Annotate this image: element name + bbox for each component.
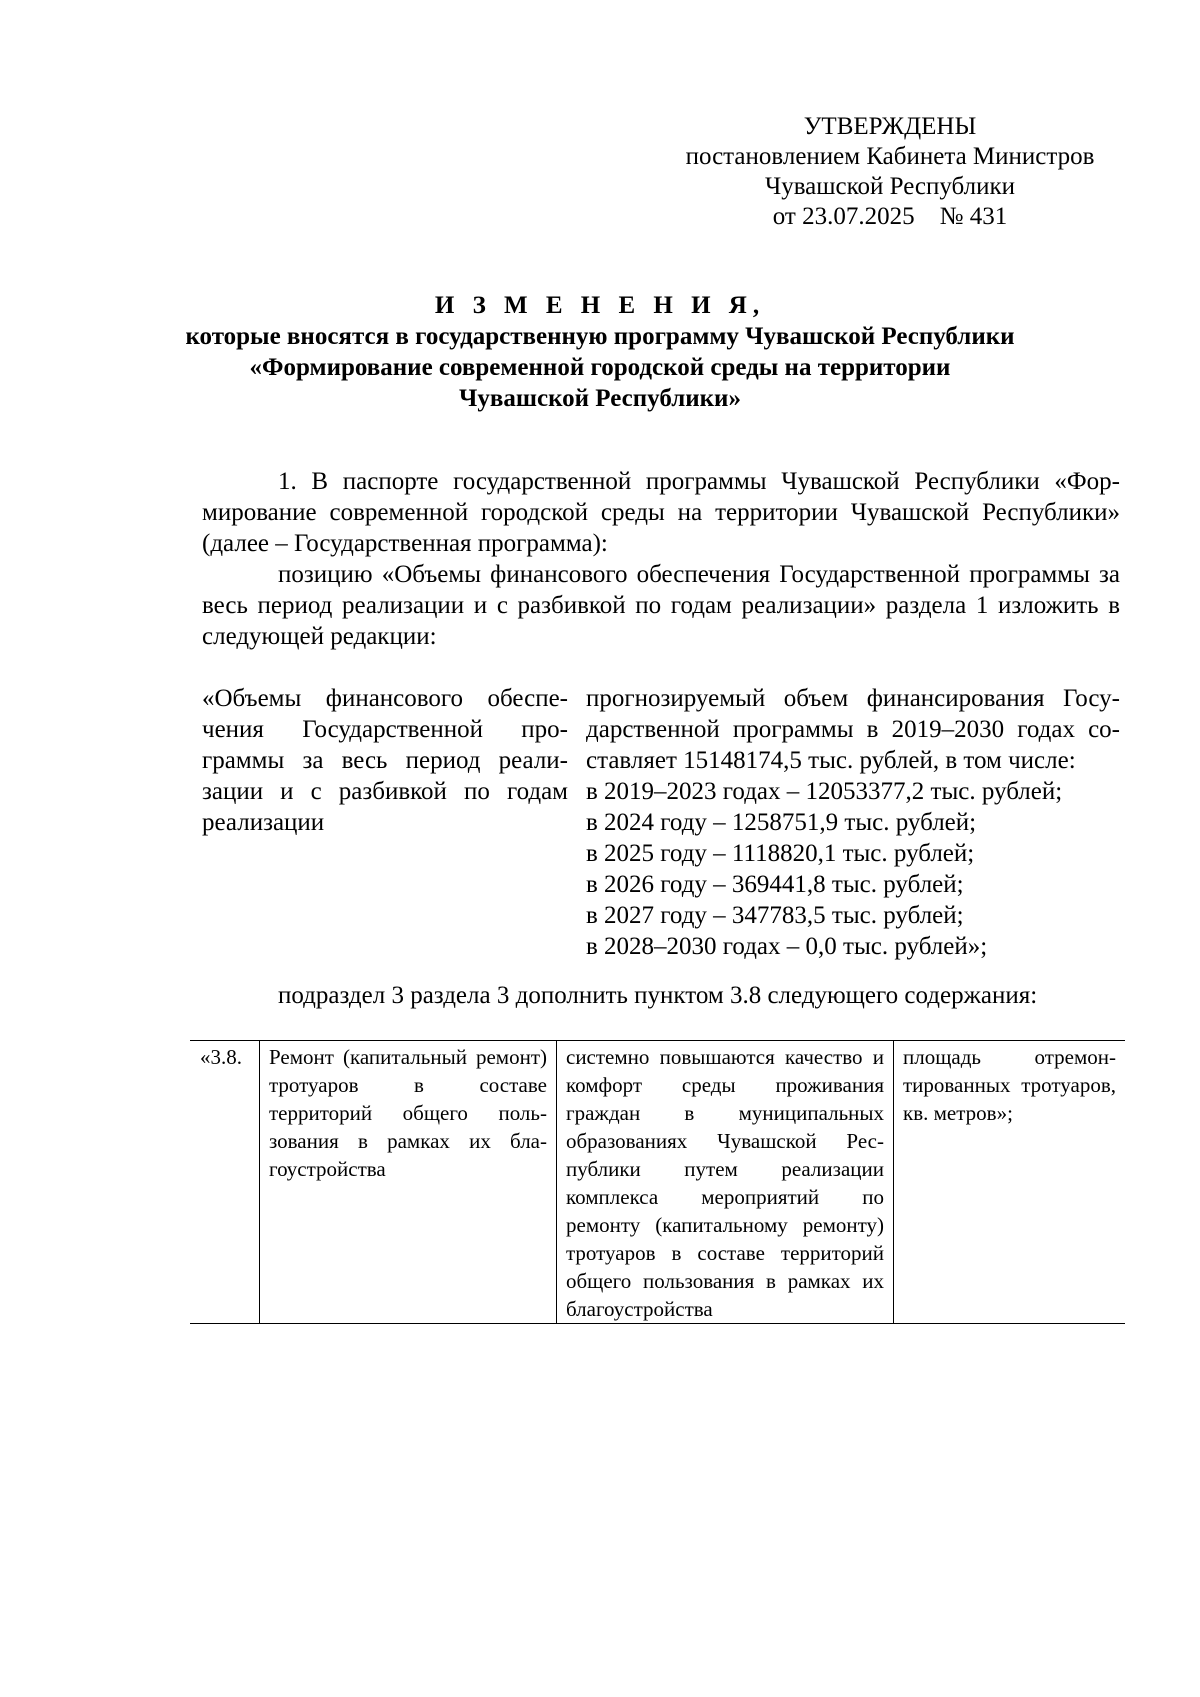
approval-issuer: постановлением Кабинета Министров (685, 143, 1095, 170)
passport-year-line: в 2024 году – 1258751,9 тыс. рублей; (586, 809, 977, 836)
paragraph-2: позицию «Объемы финансового обеспечения Государственной программы за весь период реализации и с разбивкой по годам реализации» раздела 1 изложить в следующей редакции: (202, 561, 1120, 650)
passport-year-line: в 2025 году – 1118820,1 тыс. рублей; (586, 840, 975, 867)
passport-year-line: в 2028–2030 годах – 0,0 тыс. рублей»; (586, 933, 988, 960)
approval-stamp (660, 112, 1120, 232)
passport-label: «Объемы финансового обеспечения Государственной программы за весь период реализации и с разбивкой по годам реализации (202, 685, 568, 836)
paragraph-1: 1. В паспорте государственной программы Чувашской Республики «Формирование современной городской среды на территории Чувашской Республики» (далее – Государственная программа): (202, 468, 1120, 557)
item-indicator: площадь отремонтированных тротуаров, кв. метров»; (894, 1041, 1126, 1324)
passport-year-line: в 2027 году – 347783,5 тыс. рублей; (586, 902, 964, 929)
approval-region: Чувашской Республики (764, 173, 1016, 200)
heading-line-3: Чувашской Республики» (459, 385, 741, 412)
document-heading (130, 290, 1070, 414)
item-number: «3.8. (200, 1045, 242, 1069)
item-name: Ремонт (капитальный ремонт) тротуаров в составе территорий общего пользования в рамках их благоустройства (260, 1041, 557, 1324)
approval-title: УТВЕРЖДЕНЫ (803, 113, 977, 140)
heading-line-2: «Формирование современной городской среды на территории (249, 354, 951, 381)
passport-year-line: в 2019–2023 годах – 12053377,2 тыс. рублей; (586, 778, 1063, 805)
table-row (190, 1041, 1125, 1324)
heading-line-1: которые вносятся в государственную программу Чувашской Республики (185, 323, 1015, 350)
heading-title: И З М Е Н Е Н И Я, (434, 292, 766, 319)
paragraph-3: подраздел 3 раздела 3 дополнить пунктом 3.8 следующего содержания: (278, 982, 1038, 1009)
passport-value-intro: прогнозируемый объем финансирования Государственной программы в 2019–2030 годах составляет 15148174,5 тыс. рублей, в том числе: (586, 685, 1120, 774)
item-description: системно повышаются качество и комфорт среды проживания граждан в муниципальных образованиях Чувашской Республики путем реализации комплекса мероприятий по ремонту (капитальному ремонту) тротуаров в составе территорий общего пользования в рамках их благоустройства (557, 1041, 894, 1324)
passport-year-line: в 2026 году – 369441,8 тыс. рублей; (586, 871, 964, 898)
measures-table (190, 1040, 1125, 1324)
passport-value (586, 683, 1120, 962)
approval-date-number: от 23.07.2025 № 431 (772, 203, 1008, 230)
